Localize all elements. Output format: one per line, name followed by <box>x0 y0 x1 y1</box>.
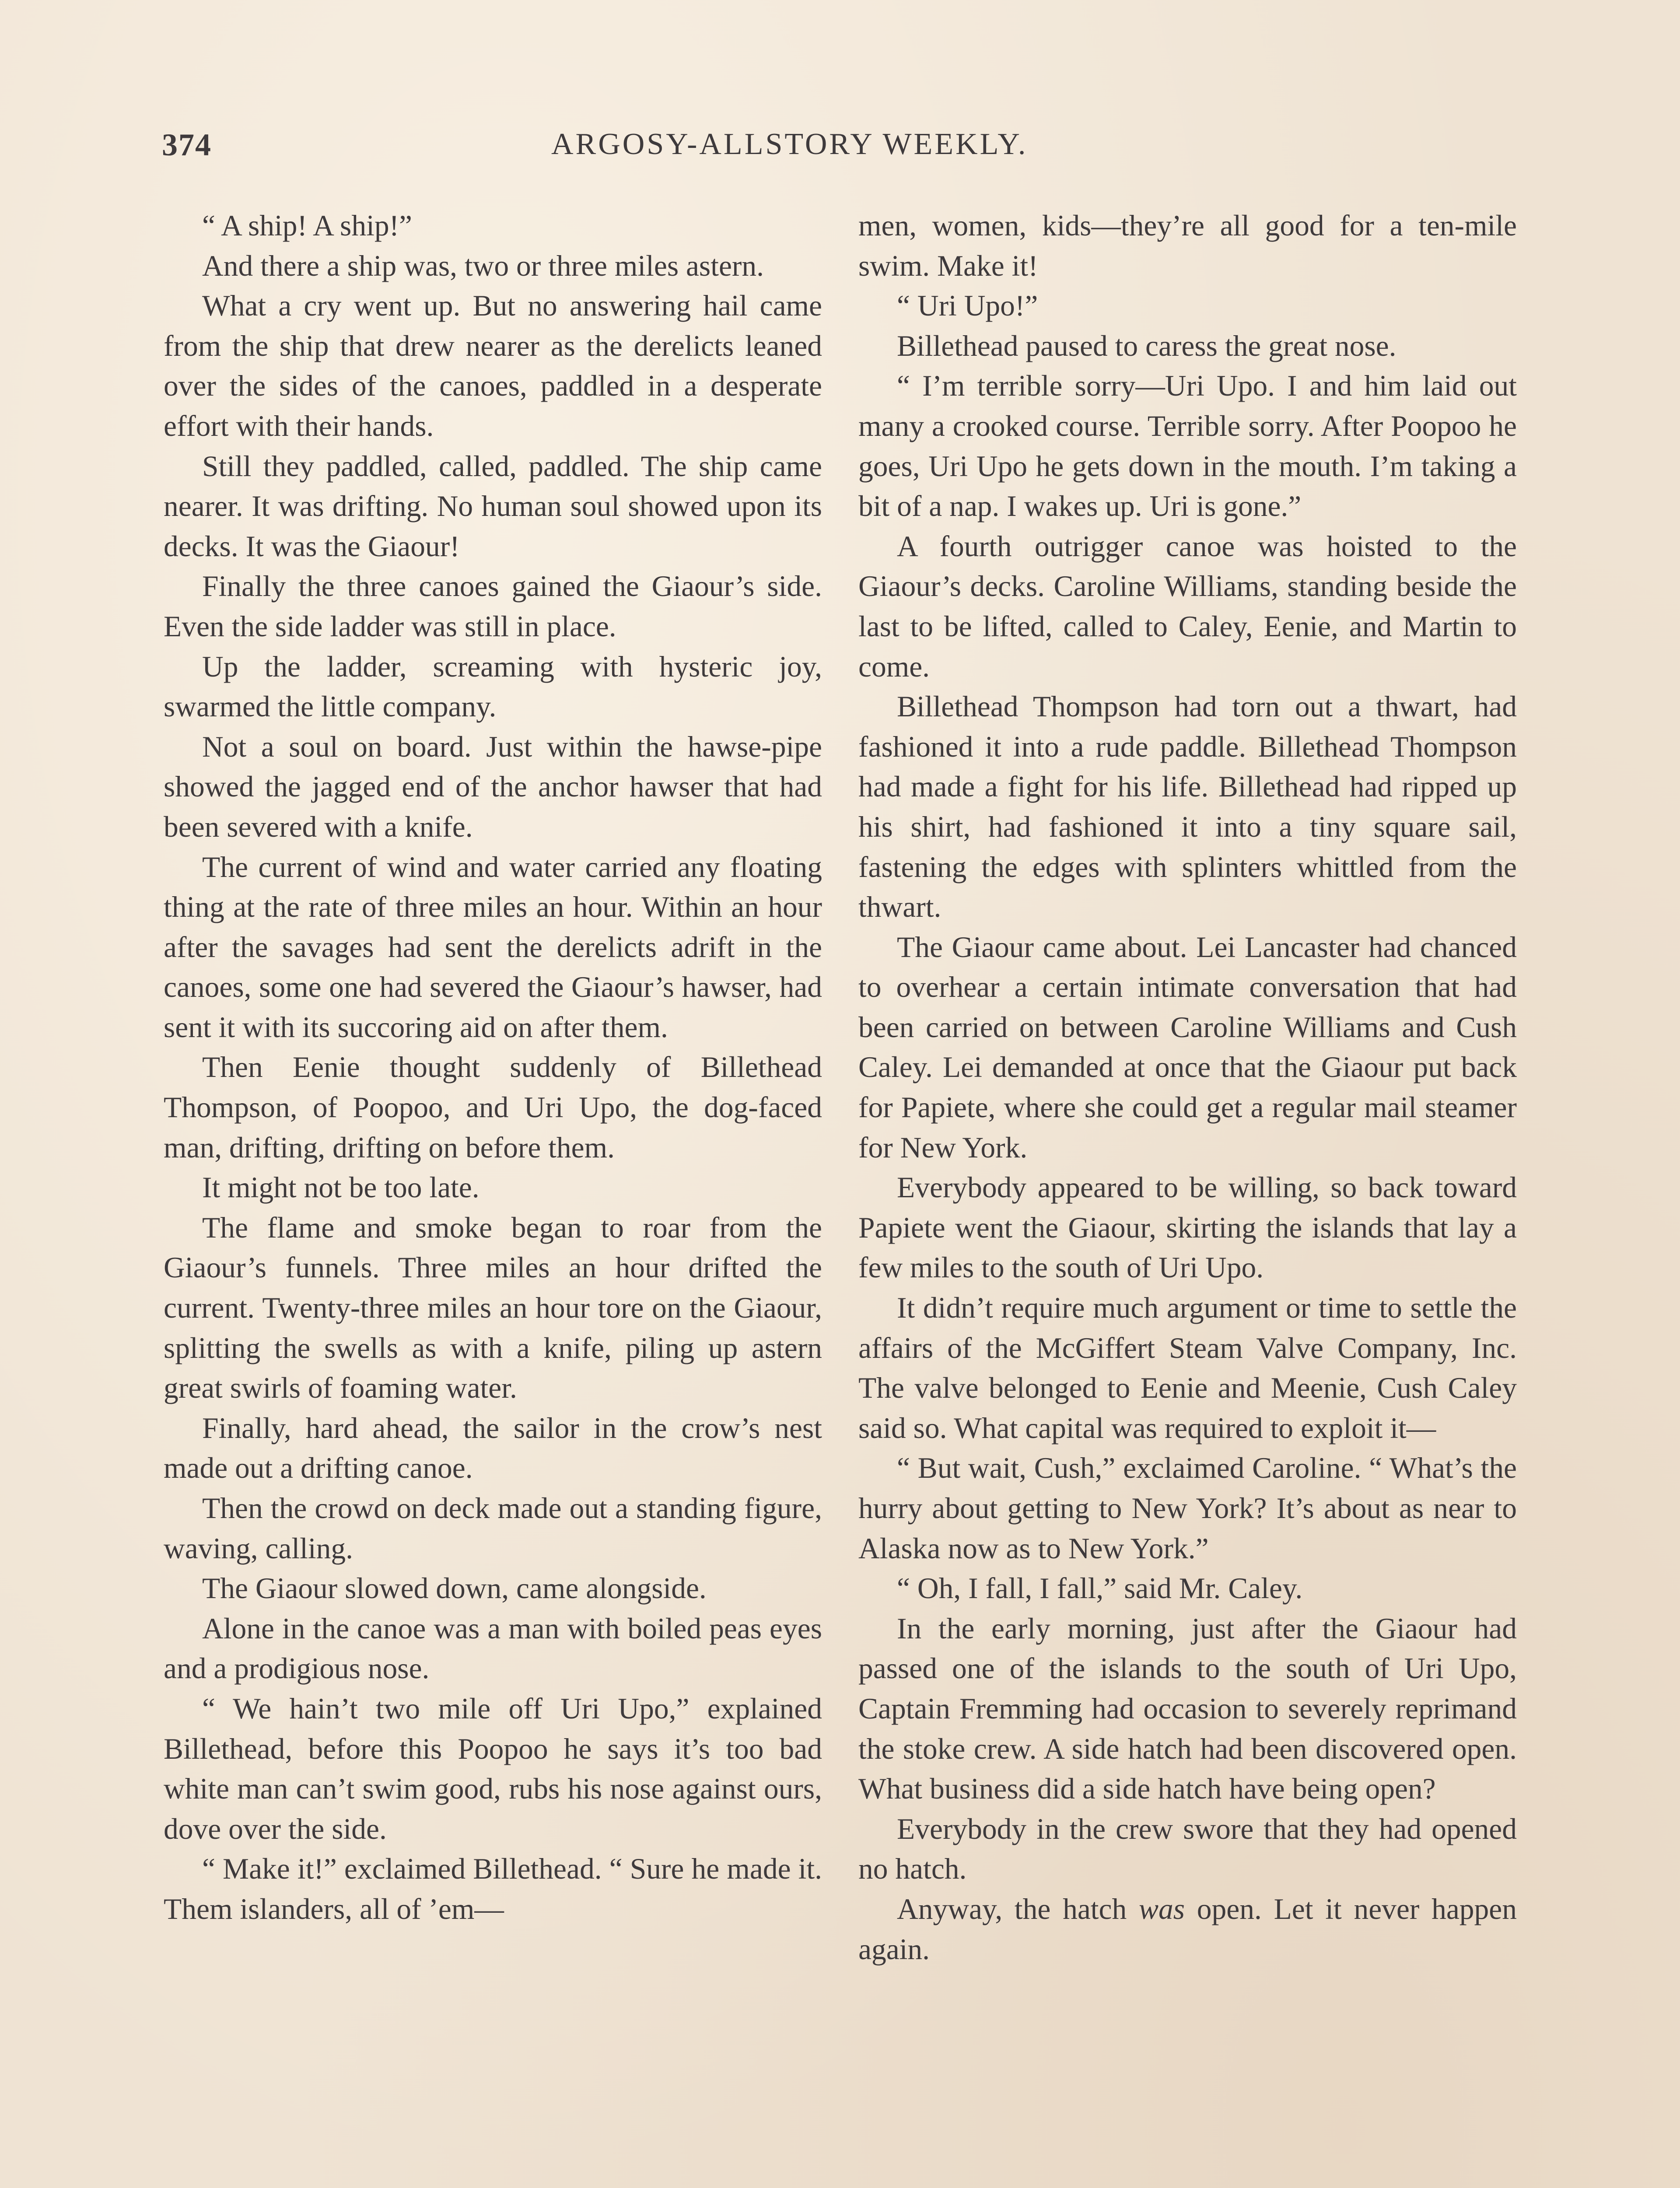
paragraph: Everybody in the crew swore that they had opened no hatch. <box>858 1812 1517 1886</box>
paragraph: The flame and smoke began to roar from the Giaour’s funnels. Three miles an hour drifted the current. Twenty-three miles an hour tore on the Giaour, splitting the swells as with a knife, piling up astern great swirls of foaming water. <box>164 1211 822 1405</box>
paragraph: “ A ship! A ship!” <box>202 209 413 242</box>
right-column <box>858 206 1517 1969</box>
paragraph: In the early morning, just after the Giaour had passed one of the islands to the south of Uri Upo, Captain Fremming had occasion to severely reprimand the stoke crew. A side hatch had been discovered open. What business did a side hatch have being open? <box>858 1612 1517 1806</box>
running-head: ARGOSY-ALLSTORY WEEKLY. <box>551 127 1028 161</box>
paragraph: Billethead Thompson had torn out a thwart, had fashioned it into a rude paddle. Billethead Thompson had made a fight for his life. Billethead had ripped up his shirt, had fashioned it into a tiny square sail, fastening the edges with splinters whittled from the thwart. <box>858 690 1517 924</box>
paragraph: “ Uri Upo!” <box>897 289 1038 323</box>
paragraph: Everybody appeared to be willing, so back toward Papiete went the Giaour, skirting the islands that lay a few miles to the south of Uri Upo. <box>858 1171 1517 1284</box>
paragraph: Up the ladder, screaming with hysteric joy, swarmed the little company. <box>164 650 822 723</box>
page-header <box>140 119 1540 167</box>
paragraph: Then the crowd on deck made out a standing figure, waving, calling. <box>164 1492 822 1565</box>
paragraph: “ We hain’t two mile off Uri Upo,” explained Billethead, before this Poopoo he says it’s too bad white man can’t swim good, rubs his nose against ours, dove over the side. <box>164 1692 822 1845</box>
paragraph: Not a soul on board. Just within the hawse-pipe showed the jagged end of the anchor hawser that had been severed with a knife. <box>164 730 822 843</box>
paragraph: The Giaour slowed down, came alongside. <box>202 1572 707 1605</box>
paragraph: And there a ship was, two or three miles astern. <box>202 249 764 282</box>
continued-paragraph: men, women, kids—they’re all good for a ten-mile swim. Make it! <box>858 209 1517 282</box>
paragraph: The Giaour came about. Lei Lancaster had chanced to overhear a certain intimate conversation that had been carried on between Caroline Williams and Cush Caley. Lei demanded at once that the Giaour put back for Papiete, where she could get a regular mail steamer for New York. <box>858 930 1517 1164</box>
paragraph: “ But wait, Cush,” exclaimed Caroline. “ What’s the hurry about getting to New York? It’s about as near to Alaska now as to New York.” <box>858 1452 1517 1565</box>
paragraph: Billethead paused to caress the great nose. <box>897 329 1396 362</box>
paragraph: “ I’m terrible sorry—Uri Upo. I and him laid out many a crooked course. Terrible sorry. After Poopoo he goes, Uri Upo he gets down in the mouth. I’m taking a bit of a nap. I wakes up. Uri is gone.” <box>858 369 1517 523</box>
italic-word: was <box>1139 1892 1185 1925</box>
paragraph: “ Make it!” exclaimed Billethead. “ Sure he made it. Them islanders, all of ’em— <box>164 1852 822 1925</box>
page-number: 374 <box>162 127 212 162</box>
final-paragraph <box>858 1889 1517 1969</box>
paragraph: A fourth outrigger canoe was hoisted to the Giaour’s decks. Caroline Williams, standing beside the last to be lifted, called to Caley, Eenie, and Martin to come. <box>858 529 1517 683</box>
left-column <box>164 206 822 1929</box>
final-text-end: open. Let it never happen again. <box>858 1892 1517 1966</box>
paragraph: Finally, hard ahead, the sailor in the crow’s nest made out a drifting canoe. <box>164 1411 822 1485</box>
paragraph: It might not be too late. <box>202 1171 480 1204</box>
paragraph: Still they paddled, called, paddled. The ship came nearer. It was drifting. No human soul showed upon its decks. It was the Giaour! <box>164 449 822 563</box>
paragraph: It didn’t require much argument or time to settle the affairs of the McGiffert Steam Valve Company, Inc. The valve belonged to Eenie and Meenie, Cush Caley said so. What capital was required to exploit it— <box>858 1291 1517 1445</box>
paragraph: Alone in the canoe was a man with boiled peas eyes and a prodigious nose. <box>164 1612 822 1685</box>
paragraph: Finally the three canoes gained the Giaour’s side. Even the side ladder was still in place. <box>164 570 822 643</box>
paragraph: What a cry went up. But no answering hail came from the ship that drew nearer as the derelicts leaned over the sides of the canoes, paddled in a desperate effort with their hands. <box>164 289 822 442</box>
paragraph: Then Eenie thought suddenly of Billethead Thompson, of Poopoo, and Uri Upo, the dog-faced man, drifting, drifting on before them. <box>164 1051 822 1164</box>
paragraph: “ Oh, I fall, I fall,” said Mr. Caley. <box>897 1572 1303 1605</box>
paragraph: The current of wind and water carried any floating thing at the rate of three miles an hour. Within an hour after the savages had sent the derelicts adrift in the canoes, some one had severed the Giaour’s hawser, had sent it with its succoring aid on after them. <box>164 850 822 1044</box>
final-text-start: Anyway, the hatch <box>897 1892 1139 1925</box>
